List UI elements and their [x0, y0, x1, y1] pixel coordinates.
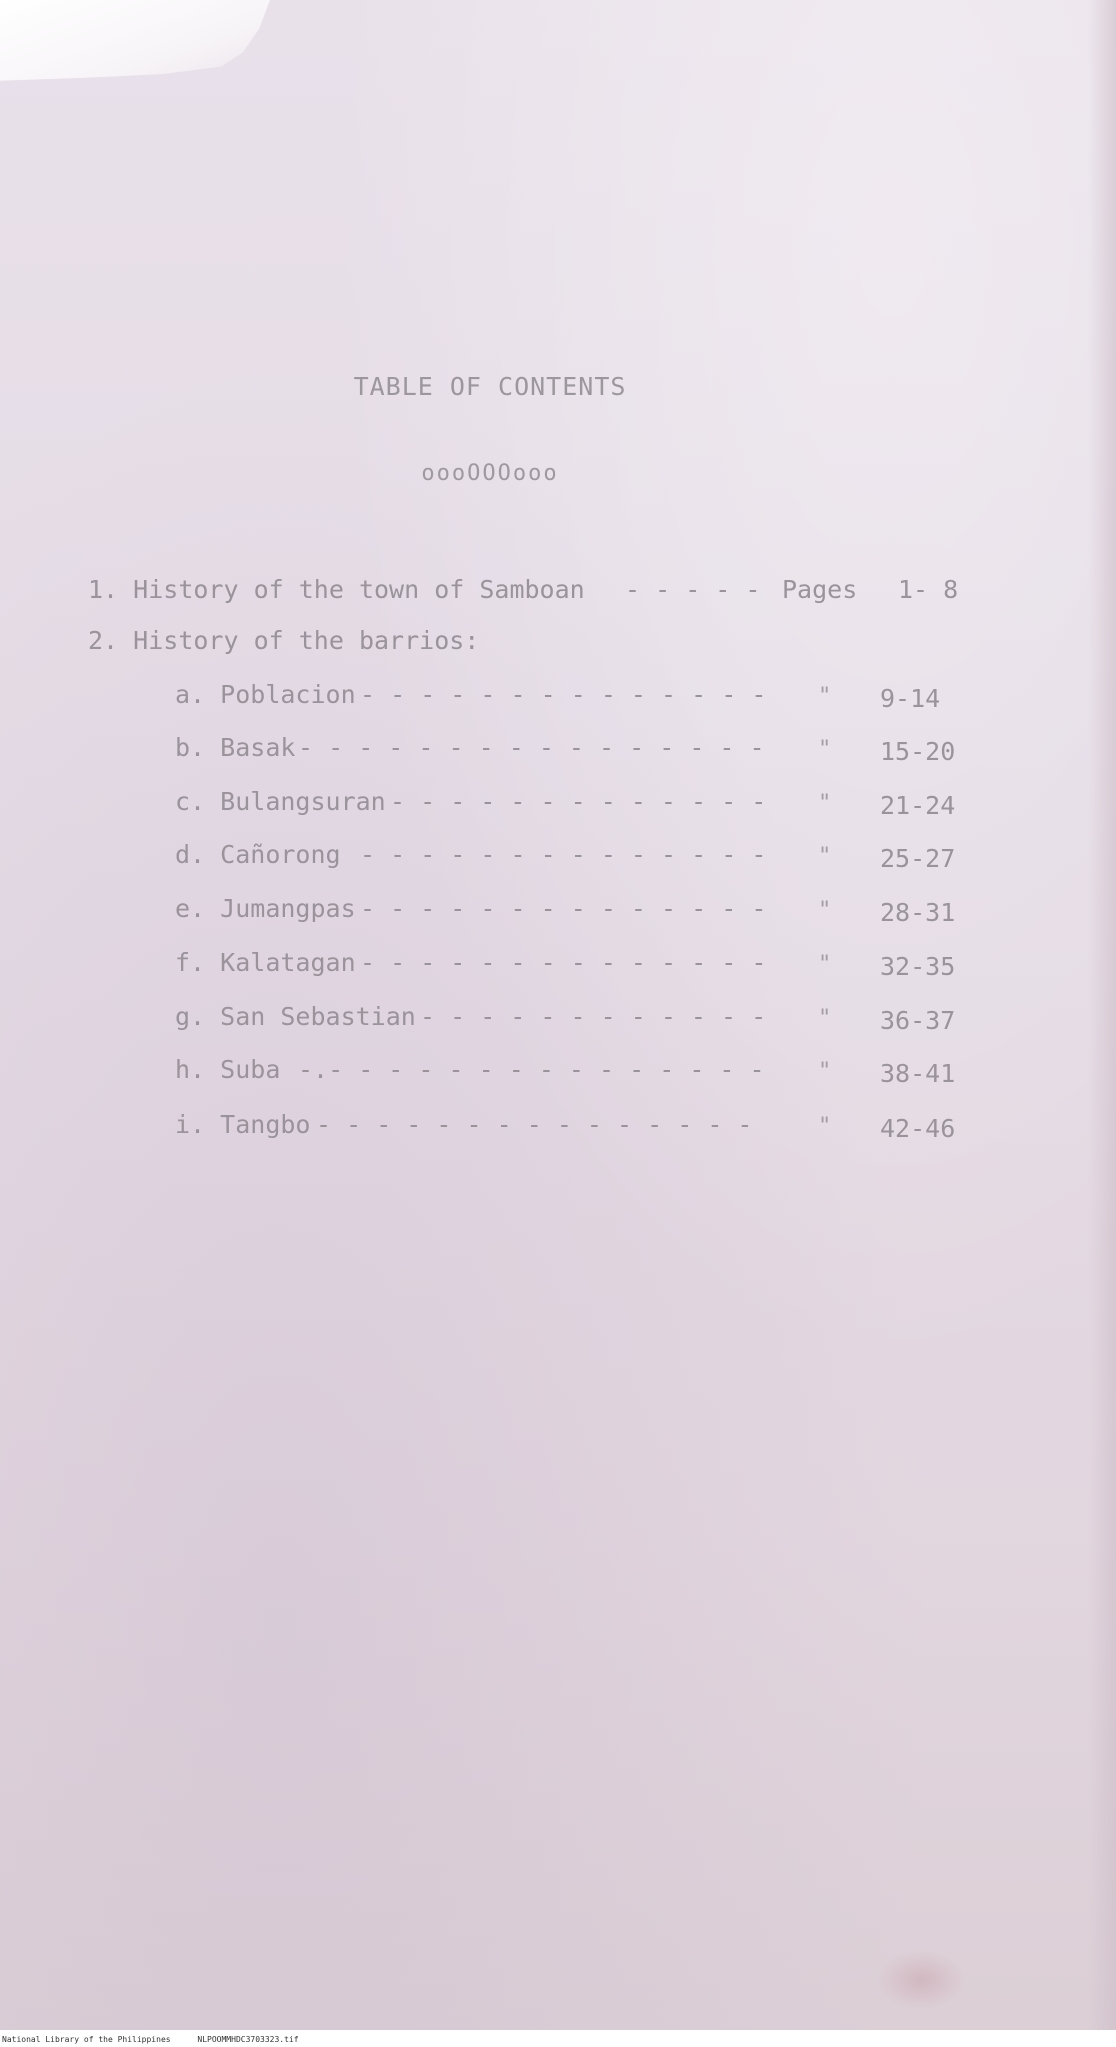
toc-entry-2: [88, 626, 479, 655]
barrio-item: [175, 680, 356, 709]
barrio-item: [175, 1002, 416, 1031]
item-letter: f.: [175, 948, 206, 977]
ditto-mark: ": [818, 737, 832, 762]
scan-footer: [0, 2032, 1116, 2047]
entry-text: History of the barrios:: [133, 626, 480, 655]
page-edge-shadow: [1088, 0, 1116, 2030]
ditto-mark: ": [818, 791, 832, 816]
barrio-name: Tangbo: [220, 1110, 311, 1139]
page-range: 1- 8: [898, 575, 959, 604]
ditto-mark: ": [818, 1114, 832, 1139]
item-letter: e.: [175, 894, 206, 923]
barrio-leader: - - - - - - - - - - - - -: [390, 787, 767, 816]
barrio-leader: - - - - - - - - - - - - - -: [360, 894, 767, 923]
page-range: 36-37: [880, 1006, 956, 1035]
barrio-item: [175, 840, 341, 869]
footer-source: National Library of the Philippines: [2, 2035, 171, 2044]
page-range: 38-41: [880, 1059, 956, 1088]
paper-stain: [876, 1950, 966, 2010]
ditto-mark: ": [818, 1006, 832, 1031]
item-letter: h.: [175, 1055, 206, 1084]
barrio-leader: - - - - - - - - - - - - - -: [360, 680, 767, 709]
barrio-leader: - - - - - - - - - - - - - -: [360, 840, 767, 869]
barrio-name: Kalatagan: [220, 948, 356, 977]
barrio-name: Bulangsuran: [220, 787, 386, 816]
item-letter: b.: [175, 733, 206, 762]
ditto-mark: ": [818, 952, 832, 977]
entry-number: 1.: [88, 575, 119, 604]
barrio-name: Suba: [220, 1055, 281, 1084]
toc-title: TABLE OF CONTENTS: [353, 372, 627, 401]
ditto-mark: ": [818, 684, 832, 709]
barrio-item: [175, 1055, 280, 1084]
page-range: 32-35: [880, 952, 956, 981]
item-letter: d.: [175, 840, 206, 869]
page-range: 21-24: [880, 791, 956, 820]
pages-label: Pages: [782, 575, 858, 604]
barrio-item: [175, 1110, 310, 1139]
entry-number: 2.: [88, 626, 119, 655]
page-range: 42-46: [880, 1114, 956, 1143]
item-letter: a.: [175, 680, 206, 709]
ditto-mark: ": [818, 898, 832, 923]
barrio-leader: -.- - - - - - - - - - - - - - -: [298, 1055, 765, 1084]
barrio-item: [175, 787, 386, 816]
barrio-name: San Sebastian: [220, 1002, 416, 1031]
page-range: 9-14: [880, 684, 941, 713]
barrio-leader: - - - - - - - - - - - -: [420, 1002, 767, 1031]
page-range: 28-31: [880, 898, 956, 927]
barrio-leader: - - - - - - - - - - - - - -: [360, 948, 767, 977]
title-ornament: oooOOOooo: [421, 461, 559, 486]
item-letter: c.: [175, 787, 206, 816]
barrio-leader: - - - - - - - - - - - - - - -: [316, 1110, 753, 1139]
barrio-name: Basak: [220, 733, 296, 762]
barrio-item: [175, 733, 295, 762]
page-range: 15-20: [880, 737, 956, 766]
barrio-name: Poblacion: [220, 680, 356, 709]
barrio-leader: - - - - - - - - - - - - - - - -: [298, 733, 765, 762]
torn-corner: [0, 0, 270, 95]
barrio-name: Cañorong: [220, 840, 341, 869]
ditto-mark: ": [818, 844, 832, 869]
item-letter: g.: [175, 1002, 206, 1031]
ditto-mark: ": [818, 1059, 832, 1084]
barrio-item: [175, 948, 356, 977]
barrio-name: Jumangpas: [220, 894, 356, 923]
entry-text: History of the town of Samboan: [133, 575, 585, 604]
footer-file: NLPOOMMHDC3703323.tif: [197, 2035, 299, 2044]
page-range: 25-27: [880, 844, 956, 873]
barrio-item: [175, 894, 356, 923]
item-letter: i.: [175, 1110, 206, 1139]
entry-leader: - - - - -: [625, 575, 761, 604]
toc-entry-1: [88, 575, 585, 604]
